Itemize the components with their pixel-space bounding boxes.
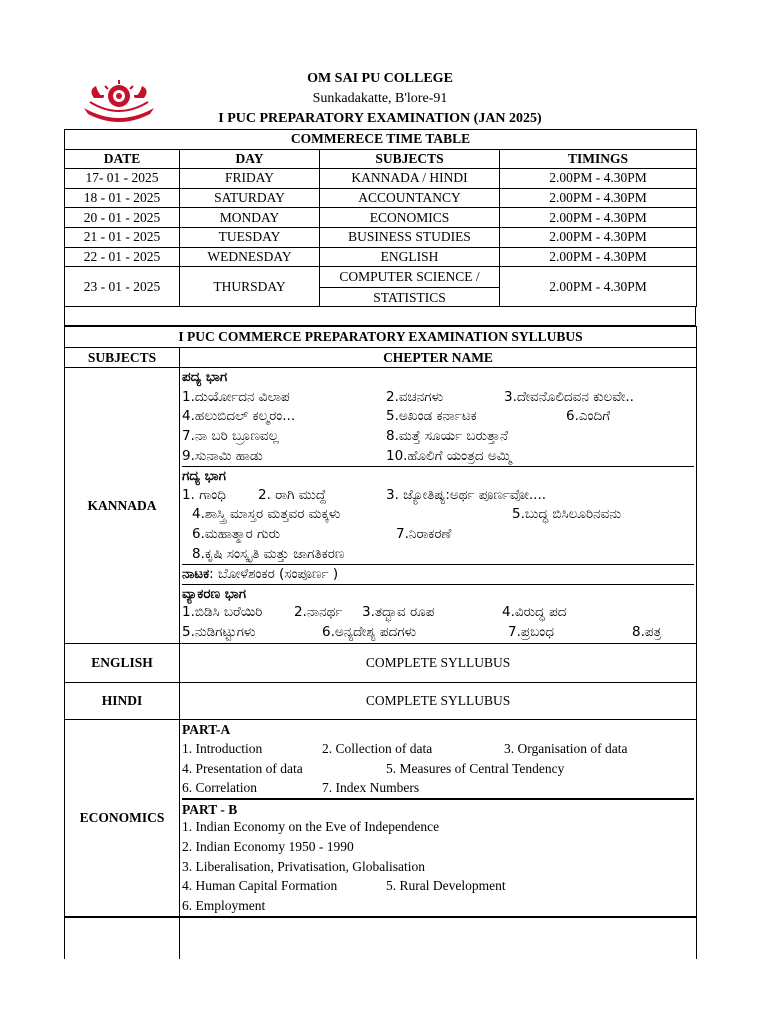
chapter-item: 6. Correlation (182, 780, 257, 796)
chapter-item: 1.ಬಿಡಿಸಿ ಬರೆಯಿರಿ (182, 604, 263, 621)
subject-line: COMPUTER SCIENCE / (339, 269, 480, 285)
table-row (65, 247, 697, 267)
time-cell: 2.00PM - 4.30PM (500, 247, 697, 267)
chapter-item: 7.ನಾ ಬರಿ ಬ್ರೂಣವಲ್ಲ (182, 427, 279, 444)
chapter-item: 4.ಶಾಸ್ತ್ರಿ ಮಾಸ್ತರ ಮತ್ತವರ ಮಕ್ಕಳು (192, 506, 341, 523)
column-header: TIMINGS (500, 149, 697, 169)
section-heading: PART-A (182, 721, 231, 737)
chapter-item: 2. Indian Economy 1950 - 1990 (182, 839, 354, 855)
table-row (65, 682, 697, 719)
chapter-item: 4. Human Capital Formation (182, 878, 338, 894)
subject-name: HINDI (65, 682, 180, 719)
column-header: DAY (180, 149, 320, 169)
chapter-item: 6. Employment (182, 897, 266, 913)
table-row (65, 917, 697, 959)
time-cell: 2.00PM - 4.30PM (500, 169, 697, 189)
chapter-item: 4.ಹಲುಬಿದಲ್ ಕಲ್ಮರಂ... (182, 408, 296, 425)
section-heading: PART - B (182, 801, 238, 817)
subject-name: KANNADA (65, 368, 180, 643)
syllabus-table (64, 326, 697, 959)
chapter-cell (180, 719, 697, 917)
chapter-item: 5.ಅಖಂಡ ಕರ್ನಾಟಕ (386, 408, 477, 425)
chapter-cell: COMPLETE SYLLUBUS (180, 682, 697, 719)
day-cell: MONDAY (180, 208, 320, 228)
subject-cell: ENGLISH (320, 247, 500, 267)
time-cell: 2.00PM - 4.30PM (500, 267, 697, 307)
chapter-item: 9.ಸುನಾಮಿ ಹಾಡು (182, 447, 263, 464)
subject-cell: BUSINESS STUDIES (320, 227, 500, 247)
chapter-item: 1. ಗಾಂಧಿ (182, 486, 226, 503)
chapter-cell: COMPLETE SYLLUBUS (180, 643, 697, 682)
chapter-item: 2.ವಚನಗಳು (386, 388, 444, 405)
section-heading: ಗದ್ಯ ಭಾಗ (182, 468, 226, 485)
day-cell: TUESDAY (180, 227, 320, 247)
chapter-item: 6.ಅನ್ಯದೇಶ್ಯ ಪದಗಳು (322, 623, 417, 640)
day-cell: FRIDAY (180, 169, 320, 189)
table-header-row (65, 347, 697, 368)
chapter-item: 5. Rural Development (386, 878, 506, 894)
chapter-item: 5.ನುಡಿಗಟ್ಟುಗಳು (182, 623, 256, 640)
table-row (65, 227, 697, 247)
subject-name: ECONOMICS (65, 719, 180, 917)
table-spacer (64, 306, 696, 327)
chapter-item: : ಬೋಳೆಶಂಕರ (ಸಂಪೂರ್ಣ ) (209, 566, 339, 583)
chapter-item: 1. Indian Economy on the Eve of Independence (182, 819, 440, 835)
chapter-item: 3. Liberalisation, Privatisation, Globalisation (182, 858, 425, 874)
table-row (65, 643, 697, 682)
section-heading: ನಾಟಕ (182, 566, 210, 583)
subject-name: ENGLISH (65, 643, 180, 682)
table-row (65, 267, 697, 307)
chapter-item: 2.ನಾನರ್ಥ (294, 604, 343, 621)
column-header: SUBJECTS (320, 149, 500, 169)
chapter-item: 10.ಹೊಲಿಗೆ ಯಂತ್ರದ ಅಮ್ಮಿ (386, 447, 512, 464)
empty-cell (180, 917, 697, 959)
table-row (65, 719, 697, 917)
table-row (65, 188, 697, 208)
subject-cell (320, 267, 500, 307)
subject-line: STATISTICS (320, 287, 499, 307)
time-table (64, 129, 697, 307)
time-cell: 2.00PM - 4.30PM (500, 208, 697, 228)
chapter-item: 1. Introduction (182, 741, 263, 757)
time-cell: 2.00PM - 4.30PM (500, 227, 697, 247)
section-heading: ಪದ್ಯ ಭಾಗ (182, 369, 228, 386)
date-cell: 21 - 01 - 2025 (65, 227, 180, 247)
day-cell: WEDNESDAY (180, 247, 320, 267)
chapter-item: 7.ನಿರಾಕರಣೆ (396, 525, 452, 542)
date-cell: 20 - 01 - 2025 (65, 208, 180, 228)
column-header: DATE (65, 149, 180, 169)
date-cell: 17- 01 - 2025 (65, 169, 180, 189)
subject-cell: ECONOMICS (320, 208, 500, 228)
column-header: SUBJECTS (65, 347, 180, 368)
college-address: Sunkadakatte, B'lore-91 (312, 91, 448, 106)
timetable-title: COMMERECE TIME TABLE (65, 130, 697, 150)
chapter-cell (180, 368, 697, 643)
chapter-item: 3.ದೇವನೊಲಿದವನ ಕುಲವೇ.. (504, 388, 634, 405)
chapter-item: 2. ರಾಗಿ ಮುದ್ದೆ (258, 486, 327, 503)
chapter-item: 6.ಮಹಾತ್ಮಾರ ಗುರು (192, 525, 281, 542)
table-row (65, 368, 697, 643)
chapter-item: 3. Organisation of data (504, 741, 628, 757)
chapter-item: 5.ಬುದ್ಧ ಬಿಸಿಲೂರಿನವನು (512, 506, 622, 523)
subject-cell: KANNADA / HINDI (320, 169, 500, 189)
chapter-item: 4.ವಿರುದ್ಧ ಪದ (502, 604, 567, 621)
exam-title: I PUC PREPARATORY EXAMINATION (JAN 2025) (218, 111, 542, 126)
date-cell: 18 - 01 - 2025 (65, 188, 180, 208)
day-cell: THURSDAY (180, 267, 320, 307)
empty-cell (65, 917, 180, 959)
chapter-item: 5. Measures of Central Tendency (386, 760, 565, 776)
college-name: OM SAI PU COLLEGE (307, 71, 453, 86)
syllabus-title: I PUC COMMERCE PREPARATORY EXAMINATION SYLLUBUS (65, 327, 697, 348)
time-cell: 2.00PM - 4.30PM (500, 188, 697, 208)
table-row (65, 169, 697, 189)
chapter-item: 2. Collection of data (322, 741, 433, 757)
section-heading: ವ್ಯಾಕರಣ ಭಾಗ (182, 585, 247, 602)
chapter-item: 8.ಮತ್ತೆ ಸೂರ್ಯ ಬರುತ್ತಾನೆ (386, 427, 509, 444)
chapter-item: 8.ಕೃಷಿ ಸಂಸ್ಕೃತಿ ಮತ್ತು ಜಾಗತಿಕರಣ (192, 545, 345, 562)
chapter-item: 3. ಜ್ಯೋತಿಷ್ಯ:ಅರ್ಥ ಪೂರ್ಣವೋ.... (386, 486, 547, 503)
chapter-item: 6.ಎಂದಿಗೆ (566, 408, 611, 425)
chapter-item: 3.ತದ್ಭಾವ ರೂಪ (362, 604, 435, 621)
chapter-item: 8.ಪತ್ರ (632, 623, 662, 640)
chapter-item: 1.ದುರ್ಯೋದನ ವಿಲಾಪ (182, 388, 290, 405)
chapter-item: 4. Presentation of data (182, 760, 303, 776)
table-row (65, 208, 697, 228)
column-header: CHEPTER NAME (180, 347, 697, 368)
chapter-item: 7.ಪ್ರಬಂಧ (508, 623, 554, 640)
subject-cell: ACCOUNTANCY (320, 188, 500, 208)
date-cell: 23 - 01 - 2025 (65, 267, 180, 307)
day-cell: SATURDAY (180, 188, 320, 208)
chapter-item: 7. Index Numbers (322, 780, 420, 796)
date-cell: 22 - 01 - 2025 (65, 247, 180, 267)
table-header-row (65, 149, 697, 169)
